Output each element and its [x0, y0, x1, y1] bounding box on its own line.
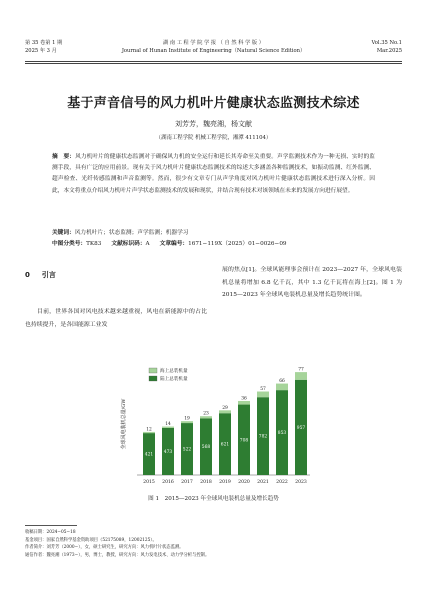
chart-legend: [149, 367, 188, 382]
data-label-offshore: 29: [222, 405, 228, 411]
x-tick-label: 2017: [181, 480, 193, 485]
footnote-corresponding: 通信作者：魏亮湘（1973−），男，博士，教授，研究方向：风力发电技术、动力学分析与控制。: [25, 552, 210, 558]
legend-label: 陆上总装机量: [160, 377, 188, 382]
body-left-paragraph: 目前，世界各国对风电技术越来越重视，风电在新能源中的占比也持续提升，是各国能源工业发: [25, 309, 207, 328]
clc-value: TK83: [86, 241, 102, 247]
volume-cn: 第 35 卷第 1 期: [25, 40, 63, 46]
bar-offshore: [257, 392, 269, 398]
bar-offshore: [276, 384, 288, 391]
doc-code-label: 文献标识码：: [111, 241, 146, 247]
x-tick-label: 2021: [257, 480, 269, 485]
footnote-author-intro: 作者简介：刘芳芳（2000−），女，硕士研究生，研究方向：风力机叶片状态监测。: [25, 545, 184, 551]
data-label-offshore: 36: [241, 396, 247, 402]
body-right-paragraph: 展的焦点[1]。全球风能理事会预计在 2023—2027 年，全球风电装机总量将增加 6.8 亿千瓦，其中 1.3 亿千瓦将在海上[2]。图 1 为 2015—2023 年全球风电装机总量及增长趋势统计图。: [222, 267, 402, 298]
section-heading: [25, 270, 56, 280]
header-center: [25, 40, 402, 55]
data-label-onshore: 421: [144, 452, 154, 458]
page-header: [25, 40, 402, 62]
header-right: [372, 40, 402, 55]
data-label-offshore: 57: [260, 387, 266, 393]
x-tick-label: 2019: [219, 480, 231, 485]
article-title: 基于声音信号的风力机叶片健康状态监测技术综述: [67, 96, 360, 111]
data-label-offshore: 19: [184, 416, 190, 422]
doc-code-value: A: [145, 241, 150, 247]
x-tick-label: 2023: [295, 480, 307, 485]
figure-1: [115, 362, 315, 492]
abstract-text: 风力机叶片的健康状态监测对于确保风力机的安全运行和延长其寿命至关重要。声学监测技术作为一种无损、实时的监测手段，具有广泛的应用前景。现有关于风力机叶片健康状态监测技术的综述大多涵盖各种监测技术，如振动监测、红外监测、超声检查、光纤传感监测和声音监测等。然而，很少有文章专门从声学角度对风力机叶片健康状态监测技术进行深入分析。因此，本文将重点介绍风力机叶片声学状态监测技术的发展和现状，并结合现有技术对该领域在未来的发展方向进行展望。: [52, 154, 375, 194]
x-tick-label: 2018: [200, 480, 212, 485]
data-label-offshore: 12: [146, 427, 152, 433]
article-no-value: 1671−119X（2025）01−0026−09: [188, 241, 287, 247]
x-tick-label: 2015: [143, 480, 155, 485]
data-label-onshore: 621: [220, 442, 230, 448]
data-label-offshore: 77: [298, 367, 304, 373]
x-tick-label: 2020: [238, 480, 250, 485]
data-label-onshore: 708: [239, 438, 249, 444]
keywords-label: 关键词：: [52, 230, 75, 236]
data-label-onshore: 522: [182, 447, 192, 453]
data-label-offshore: 23: [203, 411, 209, 417]
classification-line: [52, 240, 375, 248]
bar-group: [143, 368, 307, 485]
data-label-onshore: 568: [201, 445, 211, 451]
keywords-line: [52, 229, 375, 237]
bar-offshore: [295, 372, 307, 380]
header-rule-top: [25, 61, 402, 62]
x-tick-label: 2022: [276, 480, 288, 485]
footnote-rule: [25, 525, 77, 526]
abstract: [52, 152, 375, 197]
journal-cn: 湖 南 工 程 学 院 学 报 （ 自 然 科 学 版 ）: [163, 40, 264, 46]
data-label-onshore: 782: [258, 434, 268, 440]
footnotes: [25, 529, 402, 559]
header-rule-bottom: [25, 63, 402, 64]
bar-chart: [115, 362, 315, 492]
data-label-onshore: 957: [296, 425, 306, 431]
legend-swatch: [149, 376, 157, 381]
abstract-label: 摘 要：: [52, 154, 76, 160]
figure-caption: 图 1 2015—2023 年全球风电装机总量及增长趋势: [148, 496, 279, 502]
volume-en: Vol.35 No.1: [371, 40, 402, 46]
date-cn: 2025 年 3 月: [25, 47, 57, 54]
data-label-onshore: 473: [163, 449, 173, 455]
x-tick-label: 2016: [162, 480, 174, 485]
section-number: 0: [25, 271, 30, 279]
data-label-offshore: 66: [279, 379, 285, 385]
data-label-onshore: 853: [277, 431, 287, 437]
footnote-received: 收稿日期：2024−05−18: [25, 530, 76, 535]
bar-offshore: [238, 401, 250, 405]
clc-label: 中图分类号：: [52, 241, 87, 247]
y-axis-label: 全球风电装机总量/GW: [121, 398, 127, 450]
footnote-fund: 基金项目：国家自然科学基金资助项目（52175089，12002125）。: [25, 537, 157, 543]
legend-label: 海上总装机量: [160, 369, 188, 374]
keywords: 风力机叶片；状态监测；声学监测；机器学习: [74, 230, 189, 236]
date-en: Mar.2025: [376, 47, 402, 54]
legend-swatch: [149, 368, 157, 373]
section-title: 引言: [41, 271, 56, 279]
article-no-label: 文章编号：: [159, 241, 189, 247]
article-affiliation: （湖南工程学院 机械工程学院，湘潭 411104）: [155, 135, 272, 141]
article-authors: 刘芳芳，魏亮湘，杨文献: [175, 120, 252, 128]
journal-en: Journal of Hunan Institute of Engineering（Natural Science Edition）: [121, 47, 306, 54]
data-label-offshore: 14: [165, 422, 171, 428]
